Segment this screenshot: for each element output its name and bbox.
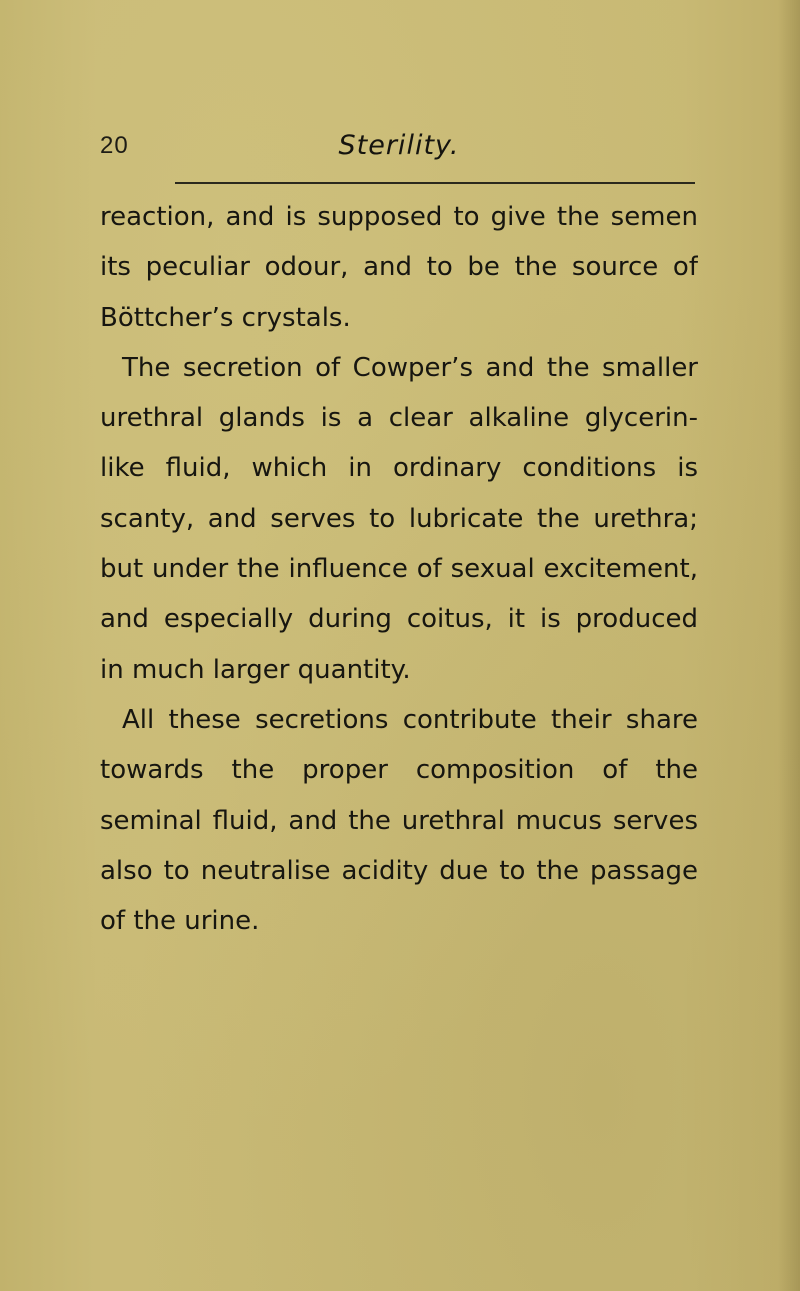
text-line: urethral glands is a clear alkaline glycerin- — [100, 403, 698, 434]
running-title: Sterility. — [338, 130, 460, 161]
text-line: but under the influence of sexual excitement, — [100, 554, 698, 585]
text-line: also to neutralise acidity due to the passage — [100, 855, 698, 886]
text-line: like fluid, which in ordinary conditions is — [100, 453, 698, 484]
body-text — [100, 192, 698, 946]
running-head — [100, 131, 698, 171]
header-rule — [175, 182, 695, 184]
text-line: seminal fluid, and the urethral mucus serves — [100, 805, 698, 836]
text-line: towards the proper composition of the — [100, 755, 698, 786]
page-number: 20 — [100, 132, 129, 159]
text-line: and especially during coitus, it is produced — [100, 604, 698, 635]
text-line: The secretion of Cowper’s and the smaller — [122, 352, 698, 383]
page-edge-shadow — [778, 0, 800, 1291]
text-line: its peculiar odour, and to be the source of — [100, 252, 698, 283]
text-line: of the urine. — [100, 906, 260, 937]
text-line: scanty, and serves to lubricate the urethra; — [100, 503, 698, 534]
text-line: in much larger quantity. — [100, 654, 411, 685]
text-line: reaction, and is supposed to give the semen — [100, 202, 698, 232]
text-line: All these secretions contribute their share — [122, 704, 698, 735]
text-line: Böttcher’s crystals. — [100, 302, 351, 333]
